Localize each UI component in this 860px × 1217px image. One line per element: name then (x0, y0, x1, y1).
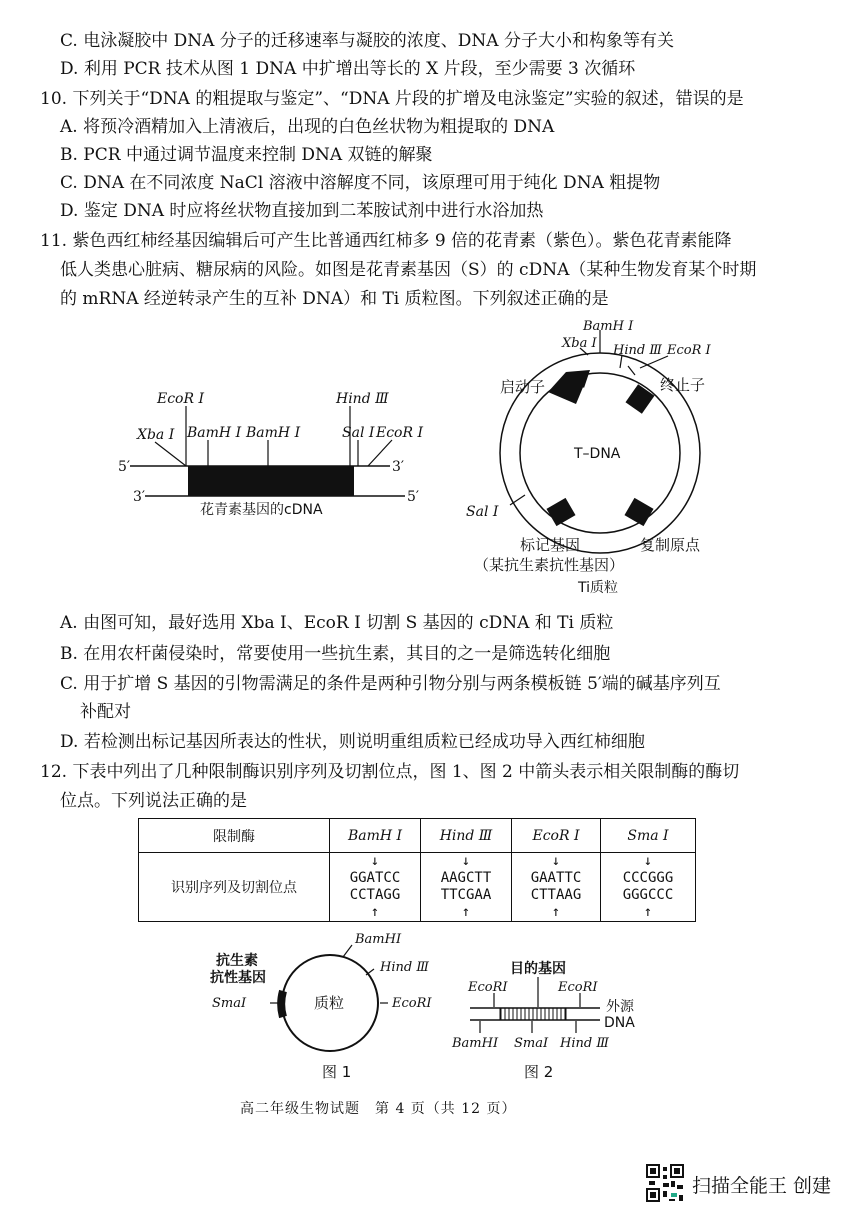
q12-figures (0, 925, 860, 1085)
q11-option-d: D. 若检测出标记基因所表达的性状，则说明重组质粒已经成功导入西红柿细胞 (60, 732, 645, 752)
question-12-line2: 位点。下列说法正确的是 (60, 791, 247, 811)
table-header-cell: 限制酶 (139, 819, 330, 853)
question-12-line1: 12. 下表中列出了几种限制酶识别序列及切割位点，图 1、图 2 中箭头表示相关限制酶的酶切 (40, 762, 740, 782)
marker-block (546, 498, 575, 526)
question-11-line2: 低人类患心脏病、糖尿病的风险。如图是花青素基因（S）的 cDNA（某种生物发育某个时期 (60, 260, 757, 280)
cdna-label-bamhi-2: BamH Ⅰ (246, 425, 301, 441)
qr-code-icon (645, 1163, 685, 1203)
fig2-label-dna: DNA (604, 1015, 635, 1031)
question-11-line3: 的 mRNA 经逆转录产生的互补 DNA）和 Ti 质粒图。下列叙述正确的是 (60, 289, 609, 309)
fig2-label-foreign: 外源 (606, 999, 634, 1015)
q10-option-c: C. DNA 在不同浓度 NaCl 溶液中溶解度不同，该原理可用于纯化 DNA 粗提物 (60, 173, 661, 193)
fig1-label-ecori: EcoRⅠ (392, 996, 432, 1011)
ti-label-promoter: 启动子 (500, 378, 546, 396)
fig1-caption: 图 1 (322, 1063, 352, 1081)
fig2-label-ecori-2: EcoRⅠ (558, 980, 598, 995)
cdna-label-xbai: Xba Ⅰ (137, 427, 175, 443)
ti-label-sali: Sal Ⅰ (466, 504, 499, 520)
q11-option-a: A. 由图可知，最好选用 Xba Ⅰ、EcoR Ⅰ 切割 S 基因的 cDNA 和 Ti 质粒 (60, 613, 614, 633)
figure-1-plasmid (210, 932, 432, 1081)
origin-block (624, 498, 653, 526)
q10-option-a: A. 将预冷酒精加入上清液后，出现的白色丝状物为粗提取的 DNA (60, 117, 555, 137)
terminator-block (625, 384, 654, 413)
ti-label-terminator: 终止子 (660, 376, 706, 394)
q10-option-b: B. PCR 中通过调节温度来控制 DNA 双链的解聚 (60, 145, 433, 165)
enzyme-table (138, 818, 696, 922)
fig1-label-resistance-1: 抗生素 (216, 953, 258, 969)
fig2-label-smai: SmaⅠ (514, 1036, 549, 1051)
fig1-label-hindiii: Hind Ⅲ (380, 960, 429, 975)
page-footer: 高二年级生物试题 第 4 页（共 12 页） (240, 1101, 517, 1117)
ti-label-xbai: Xba Ⅰ (562, 336, 597, 351)
cdna-end-3-left: 3′ (133, 489, 146, 505)
cdna-label-hindiii: Hind Ⅲ (336, 391, 389, 407)
fig2-label-target-gene: 目的基因 (510, 961, 566, 977)
fig1-center-label: 质粒 (314, 994, 345, 1012)
cdna-gene-block (188, 466, 354, 496)
cdna-label-ecori-1: EcoR Ⅰ (157, 391, 205, 407)
fig1-label-smai: SmaⅠ (212, 996, 247, 1011)
fig2-label-hindiii: Hind Ⅲ (560, 1036, 609, 1051)
table-seq-cell: ↓ CCCGGG GGGCCC ↑ (601, 853, 696, 922)
cdna-caption: 花青素基因的cDNA (200, 502, 323, 518)
q11-option-c-line2: 补配对 (80, 702, 131, 722)
resistance-gene-block (281, 991, 283, 1017)
ti-label-ecori: EcoR Ⅰ (667, 343, 711, 358)
ti-plasmid-diagram (466, 319, 712, 596)
table-header-cell: Sma Ⅰ (601, 819, 696, 853)
table-header-cell: Hind Ⅲ (421, 819, 512, 853)
q10-option-d: D. 鉴定 DNA 时应将丝状物直接加到二苯胺试剂中进行水浴加热 (60, 201, 544, 221)
figure-2-foreign-dna (451, 960, 635, 1081)
cdna-label-ecori-2: EcoR Ⅰ (376, 425, 424, 441)
table-header-row (139, 819, 696, 853)
ti-label-marker: 标记基因 (520, 536, 581, 554)
fig1-label-resistance-2: 抗性基因 (210, 970, 266, 986)
table-seq-cell: ↓ GAATTC CTTAAG ↑ (512, 853, 601, 922)
scanner-brand-text: 扫描全能王 创建 (692, 1175, 832, 1197)
table-seq-cell: ↓ GGATCC CCTAGG ↑ (330, 853, 421, 922)
ti-label-marker-desc: （某抗生素抗性基因） (474, 556, 625, 574)
cdna-label-sali: Sal Ⅰ (342, 425, 375, 441)
fig2-caption: 图 2 (524, 1063, 554, 1081)
question-11-line1: 11. 紫色西红柿经基因编辑后可产生比普通西红柿多 9 倍的花青素（紫色）。紫色花青素能降 (40, 231, 732, 251)
option-c-prev: C. 电泳凝胶中 DNA 分子的迁移速率与凝胶的浓度、DNA 分子大小和构象等有关 (60, 31, 674, 51)
cdna-diagram (118, 391, 423, 518)
ti-label-replication: 复制原点 (640, 536, 701, 554)
ti-label-hindiii: Hind Ⅲ (613, 343, 662, 358)
fig1-label-bamhi: BamHⅠ (355, 932, 402, 947)
cdna-label-bamhi-1: BamH Ⅰ (187, 425, 242, 441)
q11-option-c-line1: C. 用于扩增 S 基因的引物需满足的条件是两种引物分别与两条模板链 5′端的碱基序列互 (60, 674, 721, 694)
table-row-label: 识别序列及切割位点 (139, 853, 330, 922)
table-seq-cell: ↓ AAGCTT TTCGAA ↑ (421, 853, 512, 922)
fig2-label-ecori-1: EcoRⅠ (468, 980, 508, 995)
ti-label-bamhi: BamH Ⅰ (583, 319, 634, 334)
table-header-cell: BamH Ⅰ (330, 819, 421, 853)
ti-label-tdna: T–DNA (574, 446, 621, 462)
q11-figure (0, 310, 860, 610)
cdna-end-5-left: 5′ (118, 459, 131, 475)
fig2-label-bamhi: BamHⅠ (452, 1036, 499, 1051)
q11-option-b: B. 在用农杆菌侵染时，常要使用一些抗生素，其目的之一是筛选转化细胞 (60, 644, 611, 664)
table-row (139, 853, 696, 922)
table-header-cell: EcoR Ⅰ (512, 819, 601, 853)
target-gene-block (500, 1008, 566, 1020)
cdna-end-3-right: 3′ (392, 459, 405, 475)
question-10: 10. 下列关于“DNA 的粗提取与鉴定”、“DNA 片段的扩增及电泳鉴定”实验的叙述，错误的是 (40, 89, 744, 109)
ti-caption: Ti质粒 (578, 580, 619, 596)
option-d-prev: D. 利用 PCR 技术从图 1 DNA 中扩增出等长的 X 片段，至少需要 3 次循环 (60, 59, 636, 79)
cdna-end-5-right: 5′ (407, 489, 420, 505)
